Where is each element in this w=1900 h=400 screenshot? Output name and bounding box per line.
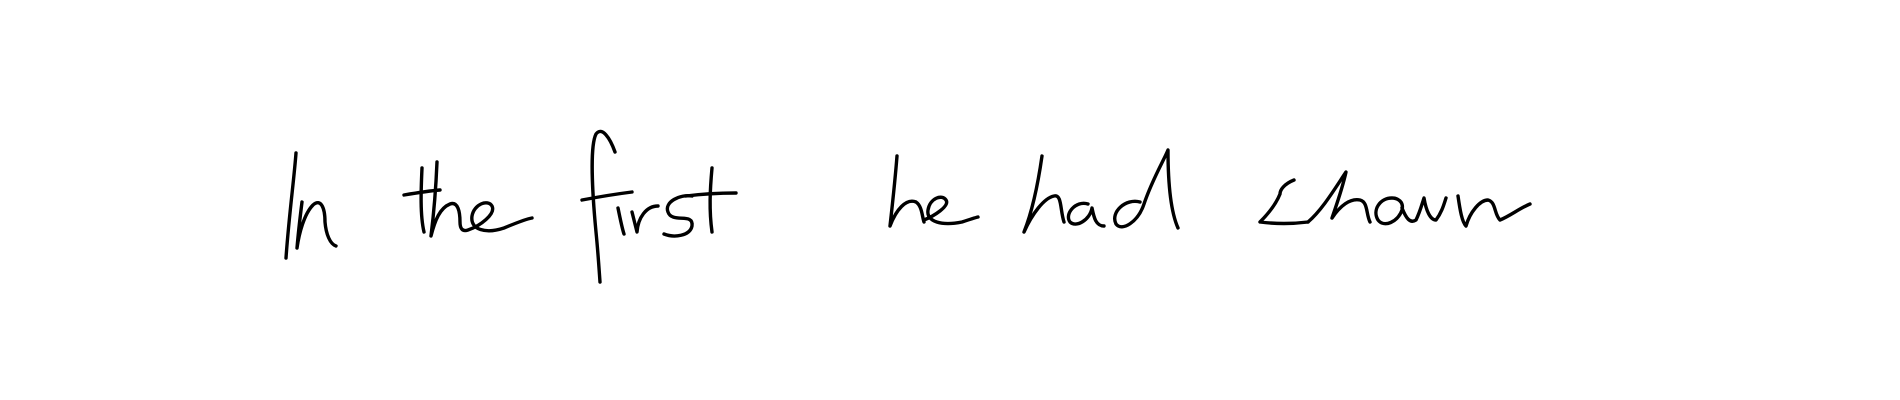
handwritten-word-in bbox=[286, 153, 336, 258]
handwritten-word-the bbox=[404, 162, 532, 236]
handwritten-word-had bbox=[1024, 150, 1178, 232]
handwritten-word-shown bbox=[1260, 172, 1530, 226]
handwritten-word-first bbox=[582, 131, 736, 282]
handwritten-word-he bbox=[890, 156, 978, 226]
